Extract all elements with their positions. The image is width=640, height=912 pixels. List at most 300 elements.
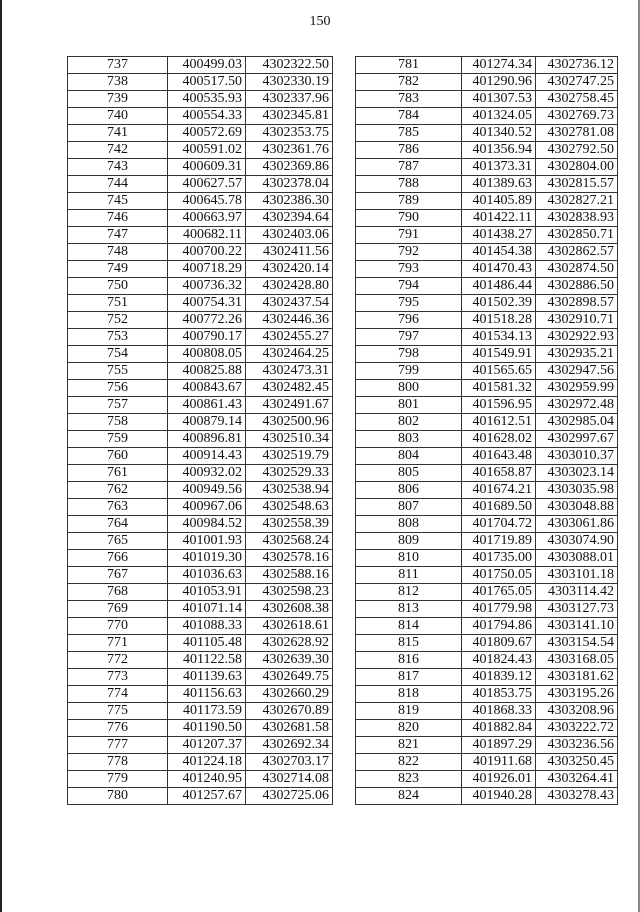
y-coordinate-cell: 4303023.14	[536, 465, 618, 482]
x-coordinate-cell: 401224.18	[168, 754, 246, 771]
x-coordinate-cell: 401470.43	[462, 261, 536, 278]
table-row	[356, 635, 618, 652]
y-coordinate-cell: 4302886.50	[536, 278, 618, 295]
table-row	[356, 754, 618, 771]
table-row	[68, 567, 333, 584]
table-row	[356, 125, 618, 142]
point-number-cell: 737	[68, 57, 168, 74]
x-coordinate-cell: 400754.31	[168, 295, 246, 312]
table-row	[356, 567, 618, 584]
y-coordinate-cell: 4302898.57	[536, 295, 618, 312]
y-coordinate-cell: 4302437.54	[246, 295, 333, 312]
y-coordinate-cell: 4302519.79	[246, 448, 333, 465]
y-coordinate-cell: 4302922.93	[536, 329, 618, 346]
point-number-cell: 744	[68, 176, 168, 193]
y-coordinate-cell: 4302804.00	[536, 159, 618, 176]
y-coordinate-cell: 4303048.88	[536, 499, 618, 516]
table-row	[68, 703, 333, 720]
x-coordinate-cell: 401207.37	[168, 737, 246, 754]
y-coordinate-cell: 4303250.45	[536, 754, 618, 771]
x-coordinate-cell: 400609.31	[168, 159, 246, 176]
x-coordinate-cell: 401882.84	[462, 720, 536, 737]
point-number-cell: 757	[68, 397, 168, 414]
y-coordinate-cell: 4303181.62	[536, 669, 618, 686]
table-row	[68, 771, 333, 788]
table-row	[68, 295, 333, 312]
point-number-cell: 803	[356, 431, 462, 448]
table-row	[356, 771, 618, 788]
x-coordinate-cell: 400949.56	[168, 482, 246, 499]
x-coordinate-cell: 401628.02	[462, 431, 536, 448]
table-row	[356, 329, 618, 346]
x-coordinate-cell: 400700.22	[168, 244, 246, 261]
point-number-cell: 819	[356, 703, 462, 720]
y-coordinate-cell: 4302681.58	[246, 720, 333, 737]
x-coordinate-cell: 401518.28	[462, 312, 536, 329]
point-number-cell: 805	[356, 465, 462, 482]
point-number-cell: 752	[68, 312, 168, 329]
point-number-cell: 756	[68, 380, 168, 397]
table-row	[356, 108, 618, 125]
point-number-cell: 800	[356, 380, 462, 397]
point-number-cell: 769	[68, 601, 168, 618]
y-coordinate-cell: 4303236.56	[536, 737, 618, 754]
x-coordinate-cell: 400932.02	[168, 465, 246, 482]
point-number-cell: 753	[68, 329, 168, 346]
point-number-cell: 751	[68, 295, 168, 312]
y-coordinate-cell: 4302568.24	[246, 533, 333, 550]
y-coordinate-cell: 4303208.96	[536, 703, 618, 720]
x-coordinate-cell: 401088.33	[168, 618, 246, 635]
point-number-cell: 809	[356, 533, 462, 550]
y-coordinate-cell: 4302639.30	[246, 652, 333, 669]
table-row	[68, 108, 333, 125]
table-row	[356, 91, 618, 108]
y-coordinate-cell: 4303168.05	[536, 652, 618, 669]
point-number-cell: 801	[356, 397, 462, 414]
y-coordinate-cell: 4302337.96	[246, 91, 333, 108]
table-row	[356, 74, 618, 91]
table-row	[68, 584, 333, 601]
y-coordinate-cell: 4302403.06	[246, 227, 333, 244]
y-coordinate-cell: 4302769.73	[536, 108, 618, 125]
y-coordinate-cell: 4302935.21	[536, 346, 618, 363]
point-number-cell: 815	[356, 635, 462, 652]
x-coordinate-cell: 401324.05	[462, 108, 536, 125]
y-coordinate-cell: 4302628.92	[246, 635, 333, 652]
x-coordinate-cell: 401290.96	[462, 74, 536, 91]
y-coordinate-cell: 4302482.45	[246, 380, 333, 397]
x-coordinate-cell: 400499.03	[168, 57, 246, 74]
point-number-cell: 738	[68, 74, 168, 91]
table-row	[68, 754, 333, 771]
point-number-cell: 750	[68, 278, 168, 295]
table-row	[356, 210, 618, 227]
table-row	[68, 465, 333, 482]
point-number-cell: 811	[356, 567, 462, 584]
x-coordinate-cell: 401897.29	[462, 737, 536, 754]
x-coordinate-cell: 401794.86	[462, 618, 536, 635]
x-coordinate-cell: 401405.89	[462, 193, 536, 210]
point-number-cell: 764	[68, 516, 168, 533]
y-coordinate-cell: 4302411.56	[246, 244, 333, 261]
x-coordinate-cell: 401257.67	[168, 788, 246, 805]
y-coordinate-cell: 4302529.33	[246, 465, 333, 482]
y-coordinate-cell: 4302985.04	[536, 414, 618, 431]
point-number-cell: 783	[356, 91, 462, 108]
x-coordinate-cell: 400790.17	[168, 329, 246, 346]
table-row	[356, 703, 618, 720]
point-number-cell: 802	[356, 414, 462, 431]
y-coordinate-cell: 4302692.34	[246, 737, 333, 754]
x-coordinate-cell: 400879.14	[168, 414, 246, 431]
point-number-cell: 774	[68, 686, 168, 703]
y-coordinate-cell: 4302464.25	[246, 346, 333, 363]
x-coordinate-cell: 401643.48	[462, 448, 536, 465]
point-number-cell: 807	[356, 499, 462, 516]
x-coordinate-cell: 401454.38	[462, 244, 536, 261]
table-row	[68, 176, 333, 193]
point-number-cell: 762	[68, 482, 168, 499]
x-coordinate-cell: 401340.52	[462, 125, 536, 142]
x-coordinate-cell: 401036.63	[168, 567, 246, 584]
table-row	[68, 397, 333, 414]
x-coordinate-cell: 401674.21	[462, 482, 536, 499]
table-row	[68, 346, 333, 363]
x-coordinate-cell: 401438.27	[462, 227, 536, 244]
table-row	[68, 261, 333, 278]
y-coordinate-cell: 4302997.67	[536, 431, 618, 448]
x-coordinate-cell: 401240.95	[168, 771, 246, 788]
point-number-cell: 808	[356, 516, 462, 533]
y-coordinate-cell: 4302353.75	[246, 125, 333, 142]
x-coordinate-cell: 401565.65	[462, 363, 536, 380]
x-coordinate-cell: 400843.67	[168, 380, 246, 397]
y-coordinate-cell: 4302747.25	[536, 74, 618, 91]
table-row	[68, 57, 333, 74]
x-coordinate-cell: 400572.69	[168, 125, 246, 142]
point-number-cell: 799	[356, 363, 462, 380]
table-row	[68, 91, 333, 108]
x-coordinate-cell: 401486.44	[462, 278, 536, 295]
y-coordinate-cell: 4302660.29	[246, 686, 333, 703]
point-number-cell: 743	[68, 159, 168, 176]
y-coordinate-cell: 4302598.23	[246, 584, 333, 601]
y-coordinate-cell: 4302959.99	[536, 380, 618, 397]
table-row	[68, 635, 333, 652]
table-row	[68, 720, 333, 737]
table-row	[356, 465, 618, 482]
table-row	[356, 142, 618, 159]
table-row	[356, 533, 618, 550]
table-row	[68, 193, 333, 210]
x-coordinate-cell: 401071.14	[168, 601, 246, 618]
x-coordinate-cell: 400663.97	[168, 210, 246, 227]
x-coordinate-cell: 401940.28	[462, 788, 536, 805]
point-number-cell: 766	[68, 550, 168, 567]
x-coordinate-cell: 401156.63	[168, 686, 246, 703]
y-coordinate-cell: 4303074.90	[536, 533, 618, 550]
x-coordinate-cell: 401658.87	[462, 465, 536, 482]
point-number-cell: 772	[68, 652, 168, 669]
y-coordinate-cell: 4302758.45	[536, 91, 618, 108]
table-row	[356, 397, 618, 414]
table-row	[356, 159, 618, 176]
table-row	[68, 737, 333, 754]
y-coordinate-cell: 4303154.54	[536, 635, 618, 652]
point-number-cell: 741	[68, 125, 168, 142]
table-row	[356, 312, 618, 329]
y-coordinate-cell: 4302558.39	[246, 516, 333, 533]
x-coordinate-cell: 400914.43	[168, 448, 246, 465]
point-number-cell: 739	[68, 91, 168, 108]
point-number-cell: 813	[356, 601, 462, 618]
point-number-cell: 814	[356, 618, 462, 635]
x-coordinate-cell: 401549.91	[462, 346, 536, 363]
y-coordinate-cell: 4303222.72	[536, 720, 618, 737]
point-number-cell: 789	[356, 193, 462, 210]
point-number-cell: 786	[356, 142, 462, 159]
point-number-cell: 760	[68, 448, 168, 465]
y-coordinate-cell: 4302510.34	[246, 431, 333, 448]
point-number-cell: 773	[68, 669, 168, 686]
table-row	[356, 482, 618, 499]
table-row	[356, 227, 618, 244]
y-coordinate-cell: 4302874.50	[536, 261, 618, 278]
point-number-cell: 784	[356, 108, 462, 125]
table-row	[356, 380, 618, 397]
point-number-cell: 765	[68, 533, 168, 550]
point-number-cell: 824	[356, 788, 462, 805]
x-coordinate-cell: 401356.94	[462, 142, 536, 159]
table-row	[68, 380, 333, 397]
x-coordinate-cell: 401274.34	[462, 57, 536, 74]
x-coordinate-cell: 400517.50	[168, 74, 246, 91]
page-number: 150	[309, 14, 331, 29]
table-row	[68, 499, 333, 516]
point-number-cell: 749	[68, 261, 168, 278]
x-coordinate-cell: 401122.58	[168, 652, 246, 669]
table-row	[356, 414, 618, 431]
table-row	[68, 533, 333, 550]
y-coordinate-cell: 4302792.50	[536, 142, 618, 159]
table-row	[68, 278, 333, 295]
y-coordinate-cell: 4302446.36	[246, 312, 333, 329]
point-number-cell: 790	[356, 210, 462, 227]
point-number-cell: 754	[68, 346, 168, 363]
x-coordinate-cell: 401139.63	[168, 669, 246, 686]
point-number-cell: 782	[356, 74, 462, 91]
table-row	[68, 669, 333, 686]
y-coordinate-cell: 4303088.01	[536, 550, 618, 567]
point-number-cell: 761	[68, 465, 168, 482]
point-number-cell: 812	[356, 584, 462, 601]
y-coordinate-cell: 4302394.64	[246, 210, 333, 227]
table-row	[356, 261, 618, 278]
y-coordinate-cell: 4302361.76	[246, 142, 333, 159]
x-coordinate-cell: 400718.29	[168, 261, 246, 278]
x-coordinate-cell: 400772.26	[168, 312, 246, 329]
point-number-cell: 822	[356, 754, 462, 771]
point-number-cell: 776	[68, 720, 168, 737]
x-coordinate-cell: 400645.78	[168, 193, 246, 210]
x-coordinate-cell: 401190.50	[168, 720, 246, 737]
y-coordinate-cell: 4302649.75	[246, 669, 333, 686]
point-number-cell: 781	[356, 57, 462, 74]
x-coordinate-cell: 401173.59	[168, 703, 246, 720]
y-coordinate-cell: 4302947.56	[536, 363, 618, 380]
y-coordinate-cell: 4303195.26	[536, 686, 618, 703]
table-row	[68, 363, 333, 380]
y-coordinate-cell: 4302781.08	[536, 125, 618, 142]
point-number-cell: 796	[356, 312, 462, 329]
point-number-cell: 810	[356, 550, 462, 567]
y-coordinate-cell: 4303061.86	[536, 516, 618, 533]
x-coordinate-cell: 401765.05	[462, 584, 536, 601]
table-row	[68, 125, 333, 142]
table-row	[68, 74, 333, 91]
table-row	[356, 584, 618, 601]
point-number-cell: 820	[356, 720, 462, 737]
y-coordinate-cell: 4302378.04	[246, 176, 333, 193]
x-coordinate-cell: 401581.32	[462, 380, 536, 397]
x-coordinate-cell: 401307.53	[462, 91, 536, 108]
y-coordinate-cell: 4302815.57	[536, 176, 618, 193]
y-coordinate-cell: 4303035.98	[536, 482, 618, 499]
scan-edge-left	[0, 0, 2, 912]
y-coordinate-cell: 4302455.27	[246, 329, 333, 346]
table-row	[356, 737, 618, 754]
coordinate-table-left	[67, 56, 333, 805]
y-coordinate-cell: 4302345.81	[246, 108, 333, 125]
point-number-cell: 758	[68, 414, 168, 431]
x-coordinate-cell: 401502.39	[462, 295, 536, 312]
table-row	[356, 431, 618, 448]
y-coordinate-cell: 4302670.89	[246, 703, 333, 720]
point-number-cell: 794	[356, 278, 462, 295]
table-row	[68, 312, 333, 329]
y-coordinate-cell: 4303101.18	[536, 567, 618, 584]
x-coordinate-cell: 400967.06	[168, 499, 246, 516]
y-coordinate-cell: 4302369.86	[246, 159, 333, 176]
point-number-cell: 775	[68, 703, 168, 720]
x-coordinate-cell: 401824.43	[462, 652, 536, 669]
table-row	[356, 346, 618, 363]
table-row	[68, 244, 333, 261]
x-coordinate-cell: 401868.33	[462, 703, 536, 720]
x-coordinate-cell: 401839.12	[462, 669, 536, 686]
x-coordinate-cell: 401853.75	[462, 686, 536, 703]
y-coordinate-cell: 4302827.21	[536, 193, 618, 210]
table-row	[68, 550, 333, 567]
table-row	[356, 278, 618, 295]
point-number-cell: 791	[356, 227, 462, 244]
y-coordinate-cell: 4302330.19	[246, 74, 333, 91]
y-coordinate-cell: 4302548.63	[246, 499, 333, 516]
y-coordinate-cell: 4302608.38	[246, 601, 333, 618]
x-coordinate-cell: 401373.31	[462, 159, 536, 176]
point-number-cell: 797	[356, 329, 462, 346]
x-coordinate-cell: 401750.05	[462, 567, 536, 584]
table-row	[68, 329, 333, 346]
point-number-cell: 748	[68, 244, 168, 261]
x-coordinate-cell: 400808.05	[168, 346, 246, 363]
y-coordinate-cell: 4302703.17	[246, 754, 333, 771]
point-number-cell: 798	[356, 346, 462, 363]
y-coordinate-cell: 4302428.80	[246, 278, 333, 295]
x-coordinate-cell: 401019.30	[168, 550, 246, 567]
point-number-cell: 742	[68, 142, 168, 159]
table-row	[68, 159, 333, 176]
table-row	[68, 601, 333, 618]
table-row	[356, 618, 618, 635]
point-number-cell: 792	[356, 244, 462, 261]
x-coordinate-cell: 400736.32	[168, 278, 246, 295]
table-row	[68, 788, 333, 805]
point-number-cell: 804	[356, 448, 462, 465]
table-row	[68, 652, 333, 669]
x-coordinate-cell: 401911.68	[462, 754, 536, 771]
y-coordinate-cell: 4302322.50	[246, 57, 333, 74]
point-number-cell: 767	[68, 567, 168, 584]
table-row	[68, 618, 333, 635]
table-row	[356, 57, 618, 74]
x-coordinate-cell: 401704.72	[462, 516, 536, 533]
x-coordinate-cell: 401719.89	[462, 533, 536, 550]
y-coordinate-cell: 4302725.06	[246, 788, 333, 805]
table-row	[356, 516, 618, 533]
y-coordinate-cell: 4302736.12	[536, 57, 618, 74]
y-coordinate-cell: 4302500.96	[246, 414, 333, 431]
y-coordinate-cell: 4302420.14	[246, 261, 333, 278]
point-number-cell: 787	[356, 159, 462, 176]
y-coordinate-cell: 4303141.10	[536, 618, 618, 635]
table-row	[356, 669, 618, 686]
table-row	[356, 499, 618, 516]
table-row	[68, 448, 333, 465]
table-row	[68, 482, 333, 499]
y-coordinate-cell: 4302491.67	[246, 397, 333, 414]
table-row	[68, 686, 333, 703]
point-number-cell: 768	[68, 584, 168, 601]
table-row	[68, 431, 333, 448]
x-coordinate-cell: 401105.48	[168, 635, 246, 652]
point-number-cell: 778	[68, 754, 168, 771]
point-number-cell: 821	[356, 737, 462, 754]
point-number-cell: 763	[68, 499, 168, 516]
x-coordinate-cell: 400591.02	[168, 142, 246, 159]
x-coordinate-cell: 400682.11	[168, 227, 246, 244]
point-number-cell: 747	[68, 227, 168, 244]
point-number-cell: 793	[356, 261, 462, 278]
table-row	[356, 448, 618, 465]
table-row	[356, 686, 618, 703]
table-row	[356, 193, 618, 210]
x-coordinate-cell: 401422.11	[462, 210, 536, 227]
point-number-cell: 770	[68, 618, 168, 635]
y-coordinate-cell: 4302972.48	[536, 397, 618, 414]
table-row	[356, 176, 618, 193]
table-row	[68, 414, 333, 431]
coordinate-table-right	[355, 56, 618, 805]
table-row	[356, 244, 618, 261]
table-row	[356, 550, 618, 567]
y-coordinate-cell: 4303278.43	[536, 788, 618, 805]
table-row	[68, 516, 333, 533]
x-coordinate-cell: 401001.93	[168, 533, 246, 550]
table-row	[356, 363, 618, 380]
y-coordinate-cell: 4302838.93	[536, 210, 618, 227]
